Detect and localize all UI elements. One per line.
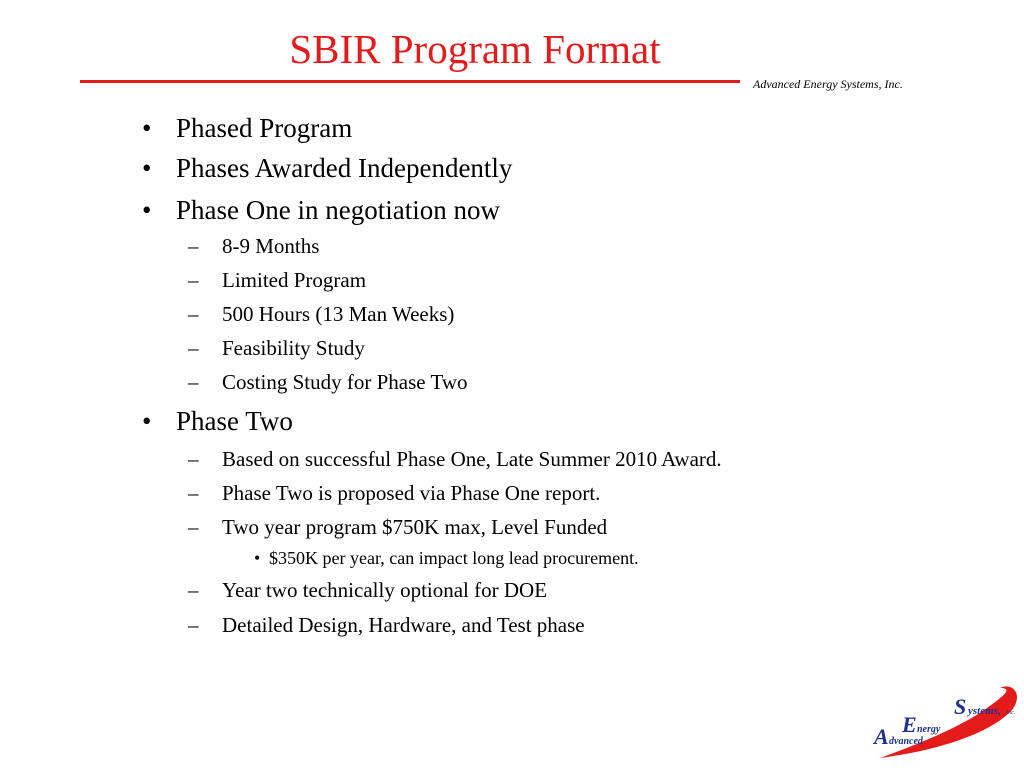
bullet-text: Two year program $750K max, Level Funded <box>222 515 608 539</box>
bullet-text: Phase Two <box>176 406 293 436</box>
bullet-text: Based on successful Phase One, Late Summer 2010 Award. <box>222 447 722 471</box>
bullet-text: Phased Program <box>176 113 353 143</box>
bullet-marker: • <box>142 406 152 436</box>
bullet-text: Phases Awarded Independently <box>176 153 513 183</box>
bullet-marker: – <box>188 234 199 258</box>
bullet-text: Year two technically optional for DOE <box>222 578 548 602</box>
bullet-text: Phase Two is proposed via Phase One report. <box>222 481 601 505</box>
bullet-marker: – <box>188 578 199 602</box>
bullet-marker: • <box>142 195 152 225</box>
logo-word-systems: ystems, <box>968 705 1001 717</box>
slide-title: SBIR Program Format <box>289 26 661 72</box>
bullet-text: Feasibility Study <box>222 336 365 360</box>
bullet-marker: – <box>188 481 199 505</box>
bullet-marker: – <box>188 370 199 394</box>
bullet-marker: – <box>188 613 199 637</box>
logo-letter-s: S <box>954 694 967 719</box>
logo-word-inc: Inc. <box>1006 710 1016 716</box>
logo-swoosh <box>880 686 1017 758</box>
bullet-marker: – <box>188 515 199 539</box>
bullet-marker: – <box>188 336 199 360</box>
bullet-text: Phase One in negotiation now <box>176 195 500 225</box>
bullet-text: 500 Hours (13 Man Weeks) <box>222 302 455 326</box>
logo-word-nergy: nergy <box>917 724 941 735</box>
bullet-marker: • <box>142 153 152 183</box>
bullet-text: Detailed Design, Hardware, and Test phase <box>222 613 585 637</box>
company-name: Advanced Energy Systems, Inc. <box>753 77 903 91</box>
bullet-marker: • <box>142 113 152 143</box>
company-logo <box>862 680 1022 762</box>
logo-letter-e: E <box>902 712 917 737</box>
bullet-text: Costing Study for Phase Two <box>222 370 468 394</box>
bullet-text: 8-9 Months <box>222 234 320 258</box>
bullet-marker: – <box>188 302 199 326</box>
bullet-text: Limited Program <box>222 268 367 292</box>
bullet-marker: • <box>254 548 261 568</box>
logo-word-dvanced: dvanced <box>889 736 923 747</box>
bullet-marker: – <box>188 268 199 292</box>
bullet-marker: – <box>188 447 199 471</box>
bullet-text: $350K per year, can impact long lead procurement. <box>269 548 639 568</box>
logo-letter-a: A <box>874 724 889 749</box>
